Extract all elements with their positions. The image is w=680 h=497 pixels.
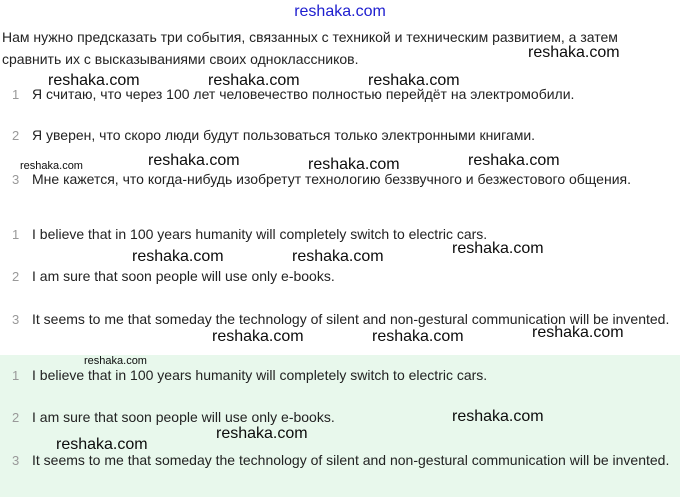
item-number: 1: [12, 87, 20, 102]
item-text: Я считаю, что через 100 лет человечество полностью перейдёт на электромобили.: [32, 86, 575, 102]
intro-text: Нам нужно предсказать три события, связанных с техникой и техническим развитием, а затем сравнить их с высказываниями своих одноклассников.: [2, 29, 618, 67]
item-text: Мне кажется, что когда-нибудь изобретут технологию беззвучного и безжестового общения.: [32, 171, 631, 187]
item-text: Я уверен, что скоро люди будут пользоваться только электронными книгами.: [32, 127, 536, 143]
watermark: reshaka.com: [308, 156, 400, 173]
watermark: reshaka.com: [20, 160, 83, 172]
item-text: It seems to me that someday the technology of silent and non-gestural communication will be invented.: [32, 311, 670, 327]
item-number: 2: [12, 410, 20, 425]
item-text: I am sure that soon people will use only e-books.: [32, 409, 335, 425]
watermark: reshaka.com: [532, 324, 624, 341]
item-number: 2: [12, 269, 20, 284]
watermark: reshaka.com: [148, 152, 240, 169]
watermark: reshaka.com: [132, 248, 224, 265]
item-number: 3: [12, 172, 20, 187]
watermark: reshaka.com: [452, 408, 544, 425]
item-text: I am sure that soon people will use only e-books.: [32, 268, 335, 284]
watermark: reshaka.com: [48, 72, 140, 89]
item-number: 2: [12, 128, 20, 143]
list-item: [0, 404, 680, 431]
watermark: reshaka.com: [468, 152, 560, 169]
item-number: 1: [12, 227, 20, 242]
watermark: reshaka.com: [56, 436, 148, 453]
watermark: reshaka.com: [292, 248, 384, 265]
watermark: reshaka.com: [372, 328, 464, 345]
site-header-link[interactable]: reshaka.com: [294, 3, 386, 20]
watermark: reshaka.com: [452, 240, 544, 257]
item-text: I believe that in 100 years humanity will completely switch to electric cars.: [32, 367, 488, 383]
item-text: It seems to me that someday the technology of silent and non-gestural communication will be invented.: [32, 452, 670, 468]
watermark: reshaka.com: [208, 72, 300, 89]
watermark: reshaka.com: [528, 44, 620, 61]
watermark: reshaka.com: [216, 425, 308, 442]
list-item: [0, 122, 680, 149]
list-item: [0, 263, 680, 290]
item-number: 1: [12, 368, 20, 383]
item-number: 3: [12, 312, 20, 327]
watermark: reshaka.com: [84, 355, 147, 367]
watermark: reshaka.com: [368, 72, 460, 89]
watermark: reshaka.com: [212, 328, 304, 345]
item-text: I believe that in 100 years humanity will completely switch to electric cars.: [32, 226, 488, 242]
list-item: [0, 221, 680, 248]
item-number: 3: [12, 453, 20, 468]
